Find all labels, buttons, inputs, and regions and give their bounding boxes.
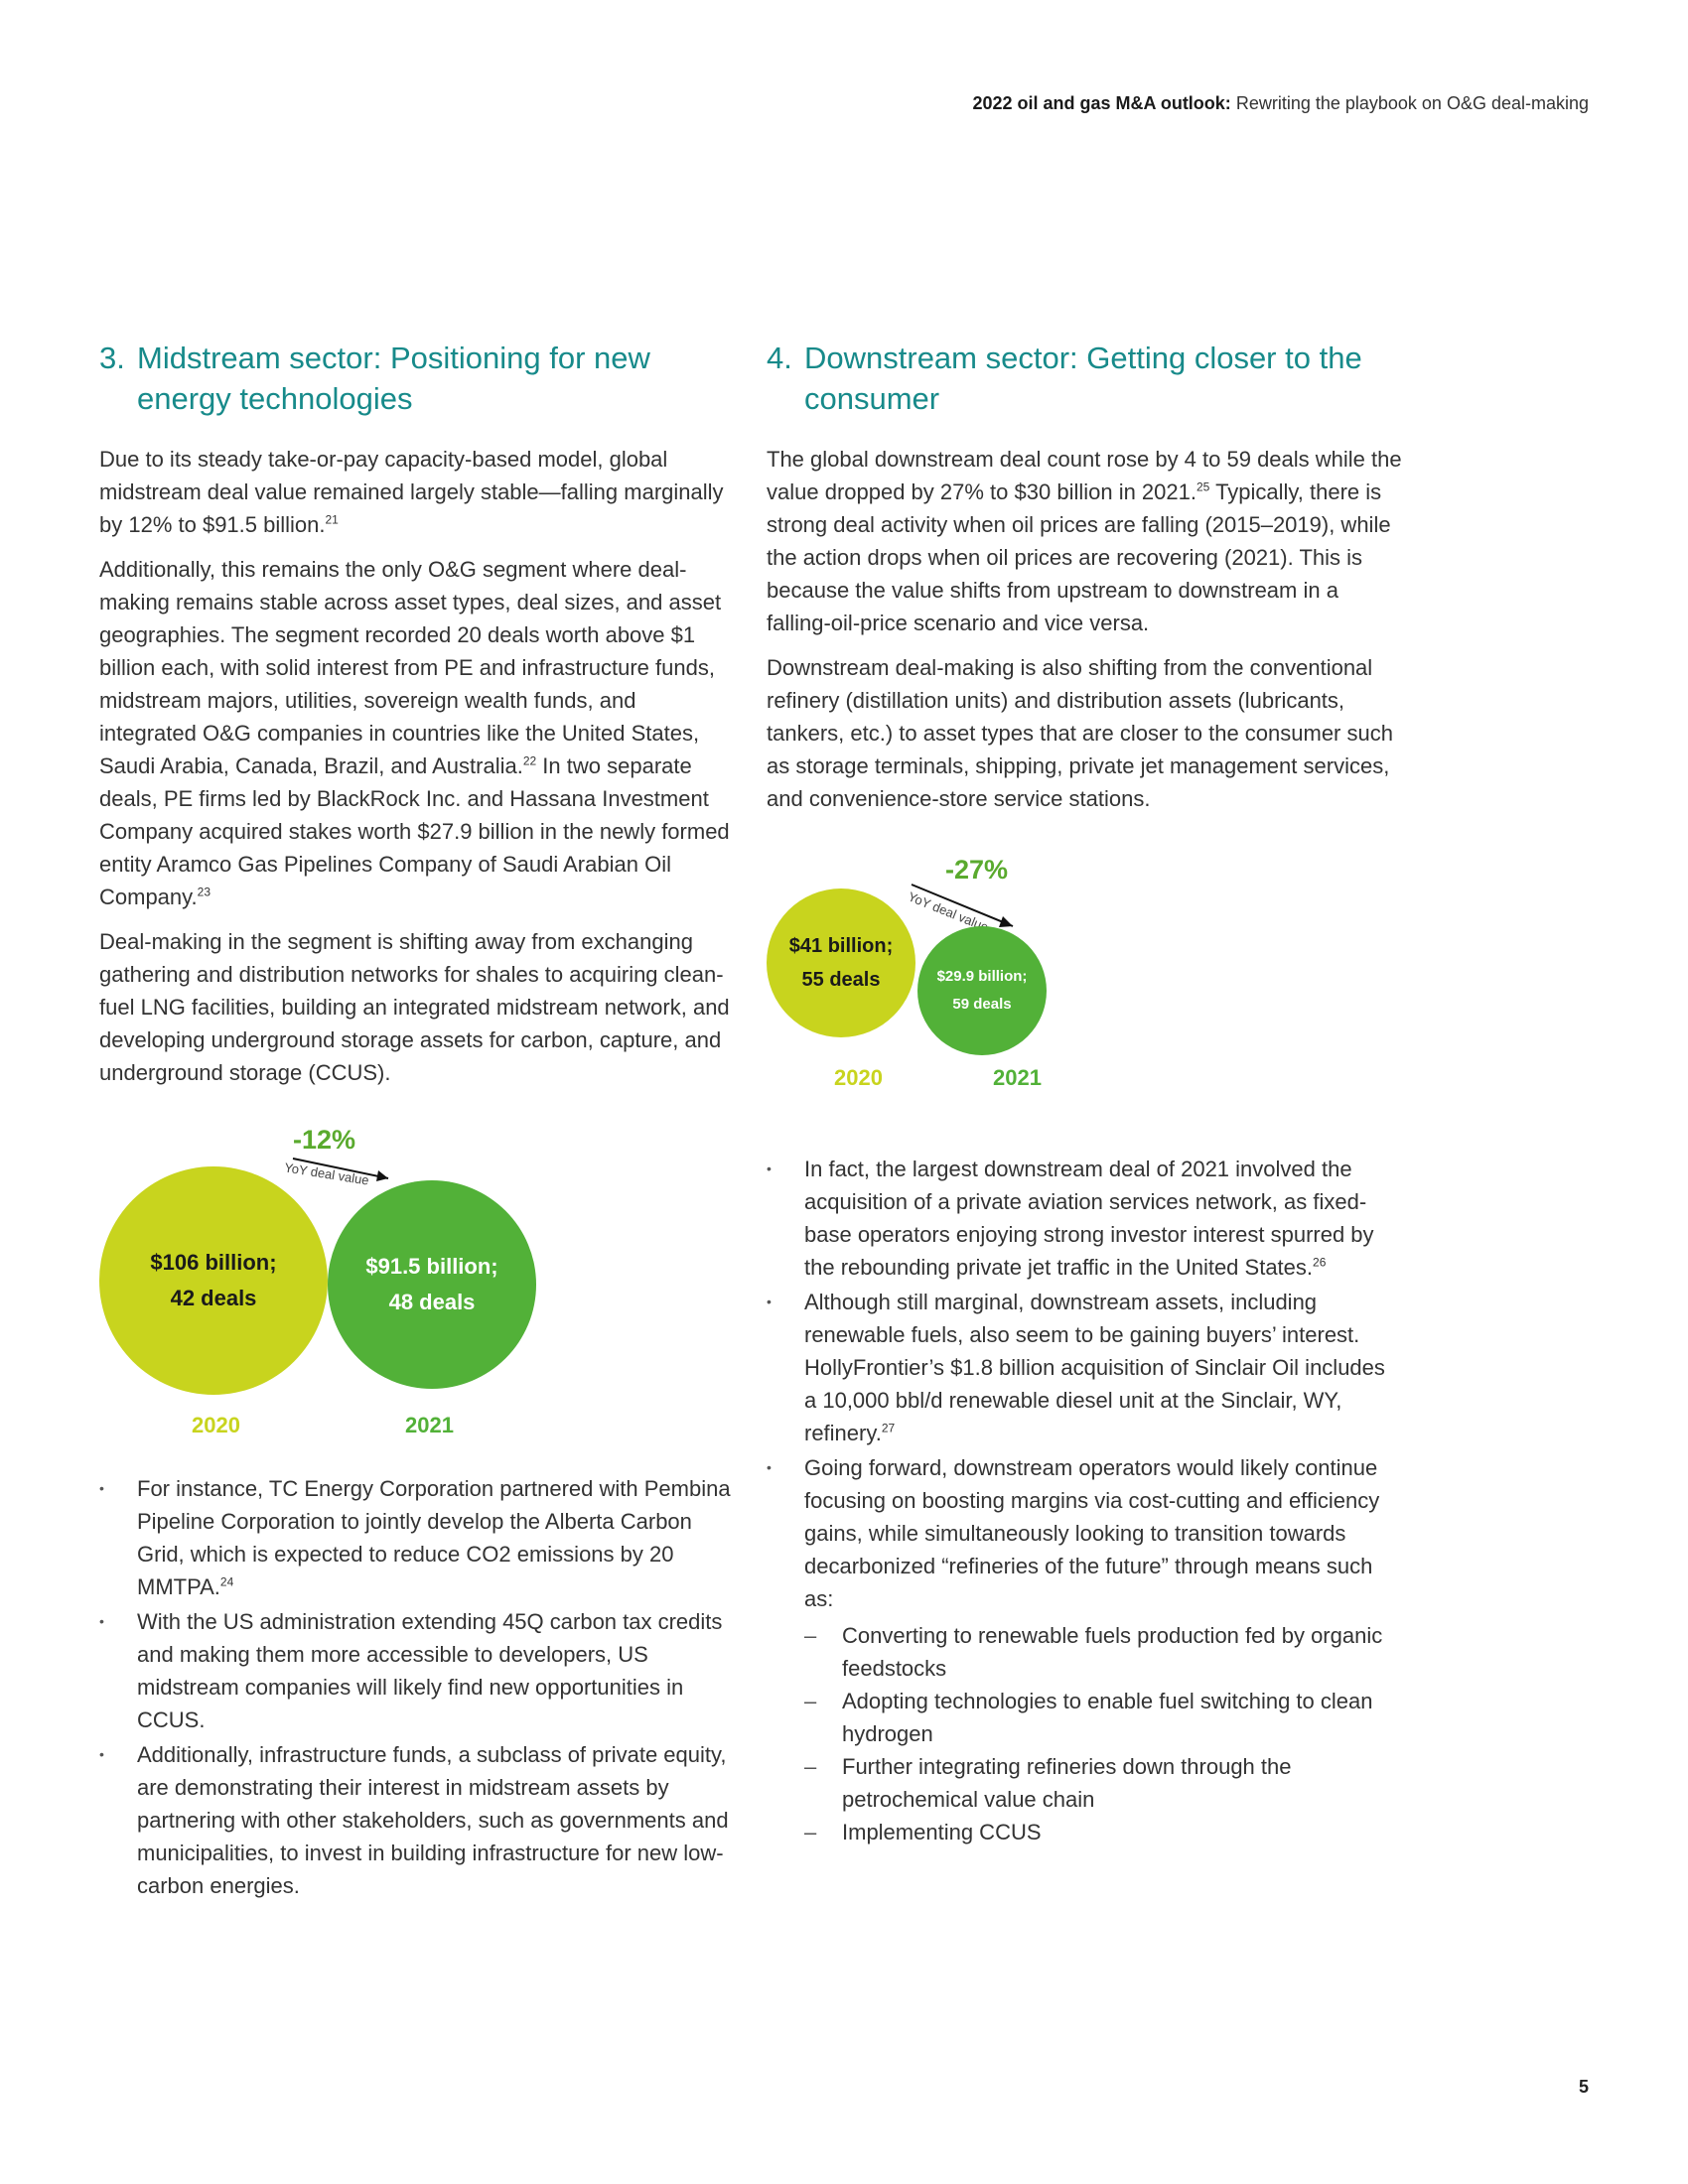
footnote-ref: 27 xyxy=(881,1421,896,1435)
downstream-heading xyxy=(767,338,1402,419)
downstream-sub-item: – Implementing CCUS xyxy=(804,1816,1402,1848)
downstream-bullets xyxy=(767,1153,1402,1848)
midstream-2020-value: $106 billion; xyxy=(150,1250,277,1275)
header-title-rest: Rewriting the playbook on O&G deal-making xyxy=(1230,93,1589,113)
midstream-section xyxy=(99,338,731,1904)
downstream-heading-text: Downstream sector: Getting closer to the consumer xyxy=(804,341,1362,416)
downstream-sub-list xyxy=(804,1619,1402,1848)
footnote-ref: 26 xyxy=(1313,1255,1327,1270)
midstream-paragraph-3: Deal-making in the segment is shifting away from exchanging gathering and distribution networks for shales to acquiring clean-fuel LNG facilities, building an integrated midstream network, and developing underground storage assets for carbon, capture, and underground storage (CCUS). xyxy=(99,929,730,1085)
downstream-p1b-text: Typically, there is strong deal activity when oil prices are falling (2015–2019), while the action drops when oil prices are recovering (2021). This is because the value shifts from upstream to downstream in a falling-oil-price scenario and vice versa. xyxy=(767,479,1391,635)
downstream-2021-bubble xyxy=(917,926,1047,1055)
downstream-heading-number: 4. xyxy=(767,341,792,375)
downstream-sub-item: – Adopting technologies to enable fuel switching to clean hydrogen xyxy=(804,1685,1402,1750)
downstream-2020-deals: 55 deals xyxy=(801,969,881,991)
midstream-2021-deals: 48 deals xyxy=(388,1290,476,1314)
downstream-bullet-3 xyxy=(767,1451,1402,1848)
midstream-p1-text: Due to its steady take-or-pay capacity-based model, global midstream deal value remained largely stable—falling marginally by 12% to $91.5 billion. xyxy=(99,447,724,537)
midstream-2021-bubble xyxy=(328,1180,536,1389)
downstream-sub-item: – Converting to renewable fuels production fed by organic feedstocks xyxy=(804,1619,1402,1685)
downstream-bullet-2 xyxy=(767,1286,1402,1449)
midstream-heading xyxy=(99,338,731,419)
midstream-p2a-text: Additionally, this remains the only O&G segment where deal-making remains stable across asset types, deal sizes, and asset geographies. The segment recorded 20 deals worth above $1 billion each, with solid interest from PE and infrastructure funds, midstream majors, utilities, sovereign wealth funds, and integrated O&G companies in countries like the United States, Saudi Arabia, Canada, Brazil, and Australia. xyxy=(99,557,722,778)
page-number: 5 xyxy=(1578,2077,1589,2097)
midstream-heading-text: Midstream sector: Positioning for new energy technologies xyxy=(137,341,650,416)
midstream-2020-deals: 42 deals xyxy=(170,1286,257,1310)
footnote-ref: 22 xyxy=(522,753,537,768)
footnote-ref: 24 xyxy=(219,1574,234,1589)
header-title-bold: 2022 oil and gas M&A outlook: xyxy=(972,93,1231,113)
downstream-2020-bubble xyxy=(767,888,915,1037)
downstream-paragraph-1 xyxy=(767,443,1402,639)
downstream-paragraph-2: Downstream deal-making is also shifting from the conventional refinery (distillation units) and distribution assets (lubricants, tankers, etc.) to asset types that are closer to the consumer such as storage terminals, shipping, private jet management services, and convenience-store service stations. xyxy=(767,655,1393,811)
downstream-section xyxy=(767,338,1402,1850)
midstream-paragraph-1 xyxy=(99,443,731,541)
midstream-year-2020: 2020 xyxy=(192,1413,240,1437)
downstream-year-2021: 2021 xyxy=(993,1065,1042,1090)
downstream-year-2020: 2020 xyxy=(834,1065,883,1090)
footnote-ref: 23 xyxy=(197,885,211,899)
midstream-paragraph-2 xyxy=(99,553,731,913)
downstream-2021-deals: 59 deals xyxy=(952,996,1012,1013)
midstream-bullet-3: • Additionally, infrastructure funds, a subclass of private equity, are demonstrating their interest in midstream assets by partnering with other stakeholders, such as governments and municipalities, to invest in building infrastructure for new low-carbon energies. xyxy=(99,1738,731,1902)
midstream-year-2021: 2021 xyxy=(405,1413,454,1437)
downstream-bullet-1-text: In fact, the largest downstream deal of 2021 involved the acquisition of a private aviation services network, as fixed-base operators enjoying strong investor interest spurred by the rebounding private jet traffic in the United States. xyxy=(804,1157,1374,1280)
downstream-bullet-3-text: Going forward, downstream operators would likely continue focusing on boosting margins via cost-cutting and efficiency gains, while simultaneously looking to transition towards decarbonized “refineries of the future” through means such as: xyxy=(804,1455,1380,1611)
running-header xyxy=(972,93,1589,114)
downstream-2020-value: $41 billion; xyxy=(788,935,894,957)
downstream-deal-chart xyxy=(767,855,1402,1133)
footnote-ref: 25 xyxy=(1196,479,1210,494)
midstream-p2b-text: In two separate deals, PE firms led by BlackRock Inc. and Hassana Investment Company acquired stakes worth $27.9 billion in the newly formed entity Aramco Gas Pipelines Company of Saudi Arabian Oil Company. xyxy=(99,753,730,909)
midstream-2020-bubble xyxy=(99,1166,328,1395)
midstream-bullet-1 xyxy=(99,1472,731,1603)
midstream-bullet-1-text: For instance, TC Energy Corporation partnered with Pembina Pipeline Corporation to jointly develop the Alberta Carbon Grid, which is expected to reduce CO2 emissions by 20 MMTPA. xyxy=(137,1476,731,1599)
midstream-bullet-2: • With the US administration extending 45Q carbon tax credits and making them more accessible to developers, US midstream companies will likely find new opportunities in CCUS. xyxy=(99,1605,731,1736)
midstream-heading-number: 3. xyxy=(99,341,125,375)
downstream-p1a-text: The global downstream deal count rose by 4 to 59 deals while the value dropped by 27% to $30 billion in 2021. xyxy=(767,447,1402,504)
footnote-ref: 21 xyxy=(325,512,339,527)
midstream-2021-value: $91.5 billion; xyxy=(365,1254,498,1279)
midstream-deal-chart xyxy=(99,1125,731,1452)
midstream-yoy-label: YoY deal value xyxy=(283,1160,370,1188)
downstream-yoy-label: YoY deal value xyxy=(906,888,991,935)
downstream-change-percent: -27% xyxy=(945,855,1009,885)
midstream-bullets xyxy=(99,1472,731,1902)
downstream-sub-item: – Further integrating refineries down through the petrochemical value chain xyxy=(804,1750,1402,1816)
downstream-2021-value: $29.9 billion; xyxy=(936,968,1028,985)
downstream-bullet-2-text: Although still marginal, downstream assets, including renewable fuels, also seem to be gaining buyers’ interest. HollyFrontier’s $1.8 billion acquisition of Sinclair Oil includes a 10,000 bbl/d renewable diesel unit at the Sinclair, WY, refinery. xyxy=(804,1290,1385,1445)
midstream-change-percent: -12% xyxy=(293,1125,356,1155)
downstream-bullet-1 xyxy=(767,1153,1402,1284)
